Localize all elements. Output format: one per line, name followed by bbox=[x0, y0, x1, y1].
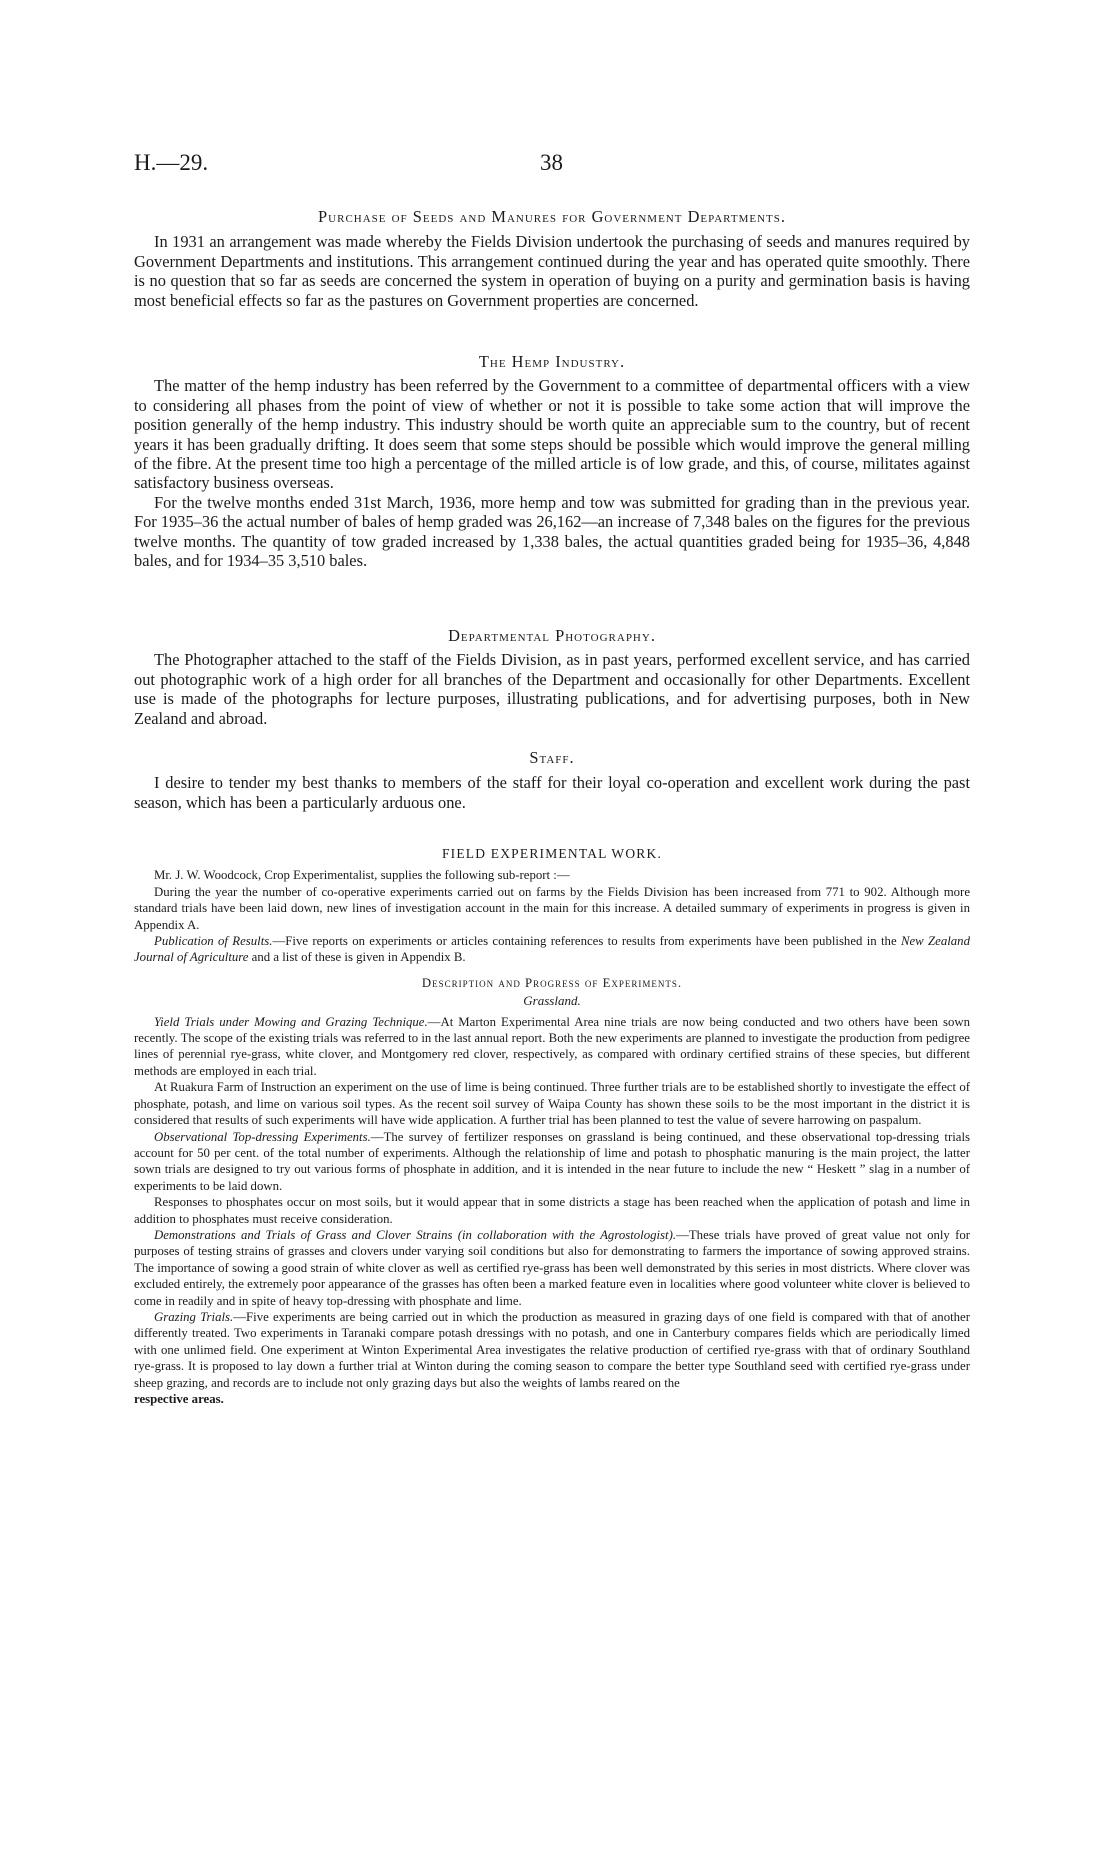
demonstrations-title: Demonstrations and Trials of Grass and Clover Strains (in collaboration with the Agrostologist). bbox=[154, 1227, 677, 1242]
staff-paragraph: I desire to tender my best thanks to members of the staff for their loyal co-operation and excellent work during the past season, which has been a particularly arduous one. bbox=[134, 773, 970, 812]
purchase-paragraph: In 1931 an arrangement was made whereby the Fields Division undertook the purchasing of seeds and manures required by Government Departments and institutions. This arrangement continued during the year and has operated quite smoothly. There is no question that so far as seeds are concerned the system in operation of buying on a purity and germination basis is having most beneficial effects so far as the pastures on Government properties are concerned. bbox=[134, 232, 970, 310]
field-intro: Mr. J. W. Woodcock, Crop Experimentalist, supplies the following sub-report :— bbox=[154, 868, 570, 883]
observational-title: Observational Top-dressing Experiments. bbox=[154, 1129, 371, 1144]
field-paragraph-1: During the year the number of co-operative experiments carried out on farms by the Fields Division has been increased from 771 to 902. Although more standard trials have been laid down, new lines of investigation account in the main for this increase. A detailed summary of experiments in progress is given in Appendix A. bbox=[134, 884, 970, 932]
field-section bbox=[134, 846, 970, 1407]
yield-title: Yield Trials under Mowing and Grazing Technique. bbox=[154, 1014, 428, 1029]
publication-text-a: —Five reports on experiments or articles containing references to results from experiments have been published in the bbox=[272, 934, 901, 949]
yield-text: —At Marton Experimental Area nine trials are now being conducted and two others have been sown recently. The scope of the existing trials was referred to in the last annual report. Both the new experiments are planned to investigate the production from pedigree lines of perennial rye-grass, white clover, and Montgomery red clover, respectively, as compared with ordinary certified strains of these species, but different methods are employed in each trial. bbox=[134, 1014, 970, 1078]
publication-title: Publication of Results. bbox=[154, 934, 273, 949]
page-number: 38 bbox=[540, 150, 563, 175]
photography-heading: Departmental Photography. bbox=[448, 626, 656, 645]
report-code: H.—29. bbox=[134, 150, 209, 175]
grassland-subheading: Grassland. bbox=[523, 993, 581, 1009]
description-heading: Description and Progress of Experiments. bbox=[421, 975, 683, 990]
hemp-heading: The Hemp Industry. bbox=[478, 352, 626, 371]
publication-text-b: and a list of these is given in Appendix B. bbox=[248, 950, 466, 965]
journal-title: New Zealand Journal of Agriculture bbox=[134, 934, 970, 965]
field-heading: FIELD EXPERIMENTAL WORK. bbox=[441, 846, 663, 861]
hemp-section bbox=[134, 352, 970, 570]
photography-paragraph: The Photographer attached to the staff of the Fields Division, as in past years, performed excellent service, and has carried out photographic work of a high order for all branches of the Department and occasionally for other Departments. Excellent use is made of the photographs for lecture purposes, illustrating publications, and for advertising purposes, both in New Zealand and abroad. bbox=[134, 650, 970, 728]
responses-paragraph: Responses to phosphates occur on most soils, but it would appear that in some districts a stage has been reached when the application of potash and lime in addition to phosphates must receive consideration. bbox=[134, 1195, 970, 1226]
photography-section bbox=[134, 626, 970, 728]
grazing-paragraph bbox=[134, 1309, 970, 1391]
yield-paragraph bbox=[134, 1014, 970, 1080]
staff-heading: Staff. bbox=[529, 748, 575, 767]
observational-paragraph bbox=[134, 1129, 970, 1195]
purchase-heading: Purchase of Seeds and Manures for Government Departments. bbox=[318, 207, 786, 226]
demonstrations-paragraph bbox=[134, 1227, 970, 1309]
grazing-title: Grazing Trials. bbox=[154, 1309, 234, 1324]
demonstrations-text: —These trials have proved of great value not only for purposes of testing strains of grasses and clovers under varying soil conditions but also for demonstrating to farmers the importance of sowing approved strains. The importance of sowing a good strain of white clover as well as certified rye-grass has been well demonstrated by this series in most districts. Where clover was excluded entirely, the extremely poor appearance of the grasses has often been a marked feature even in localities where good volunteer white clover is believed to come in readily and in spite of heavy top-dressing with phosphate and lime. bbox=[134, 1227, 970, 1308]
purchase-section bbox=[134, 207, 970, 310]
publication-paragraph bbox=[134, 933, 970, 966]
ruakura-paragraph: At Ruakura Farm of Instruction an experiment on the use of lime is being continued. Three further trials are to be established shortly to investigate the effect of phosphate, potash, and lime on various soil types. As the recent soil survey of Waipa County has shown these soils to be the most important in the district it is considered that results of such experiments will have wide application. A further trial has been planned to test the value of severe harrowing on paspalum. bbox=[134, 1080, 970, 1128]
grazing-end-line: respective areas. bbox=[134, 1392, 224, 1406]
observational-text: —The survey of fertilizer responses on grassland is being continued, and these observational top-dressing trials account for 50 per cent. of the total number of experiments. Although the relationship of lime and potash to phosphatic manuring is the main project, the latter sown trials are designed to try out various forms of phosphate in addition, and it is intended in the near future to include the new “ Heskett ” slag in a number of experiments to be laid down. bbox=[134, 1129, 970, 1193]
hemp-paragraph-2: For the twelve months ended 31st March, 1936, more hemp and tow was submitted for grading than in the previous year. For 1935–36 the actual number of bales of hemp graded was 26,162—an increase of 7,348 bales on the figures for the previous twelve months. The quantity of tow graded increased by 1,338 bales, the actual quantities graded being for 1935–36, 4,848 bales, and for 1934–35 3,510 bales. bbox=[134, 492, 970, 571]
hemp-paragraph-1: The matter of the hemp industry has been referred by the Government to a committee of departmental officers with a view to considering all phases from the point of view of whether or not it is possible to take some action that will improve the position generally of the hemp industry. This industry should be worth quite an appreciable sum to the country, but of recent years it has been gradually drifting. It does seem that some steps should be possible which would improve the general milling of the fibre. At the present time too high a percentage of the milled article is of low grade, and this, of course, militates against satisfactory business overseas. bbox=[134, 376, 970, 493]
grazing-text: —Five experiments are being carried out in which the production as measured in grazing days of one field is compared with that of another differently treated. Two experiments in Taranaki compare potash dressings with no potash, and one in Canterbury compares fields which are periodically limed with one unlimed field. One experiment at Winton Experimental Area investigates the relative production of certified rye-grass with that of ordinary Southland rye-grass. It is proposed to lay down a further trial at Winton during the coming season to compare the better type Southland seed with certified rye-grass under sheep grazing, and records are to include not only grazing days but also the weights of lambs reared on the bbox=[134, 1309, 970, 1390]
staff-section bbox=[134, 748, 970, 812]
